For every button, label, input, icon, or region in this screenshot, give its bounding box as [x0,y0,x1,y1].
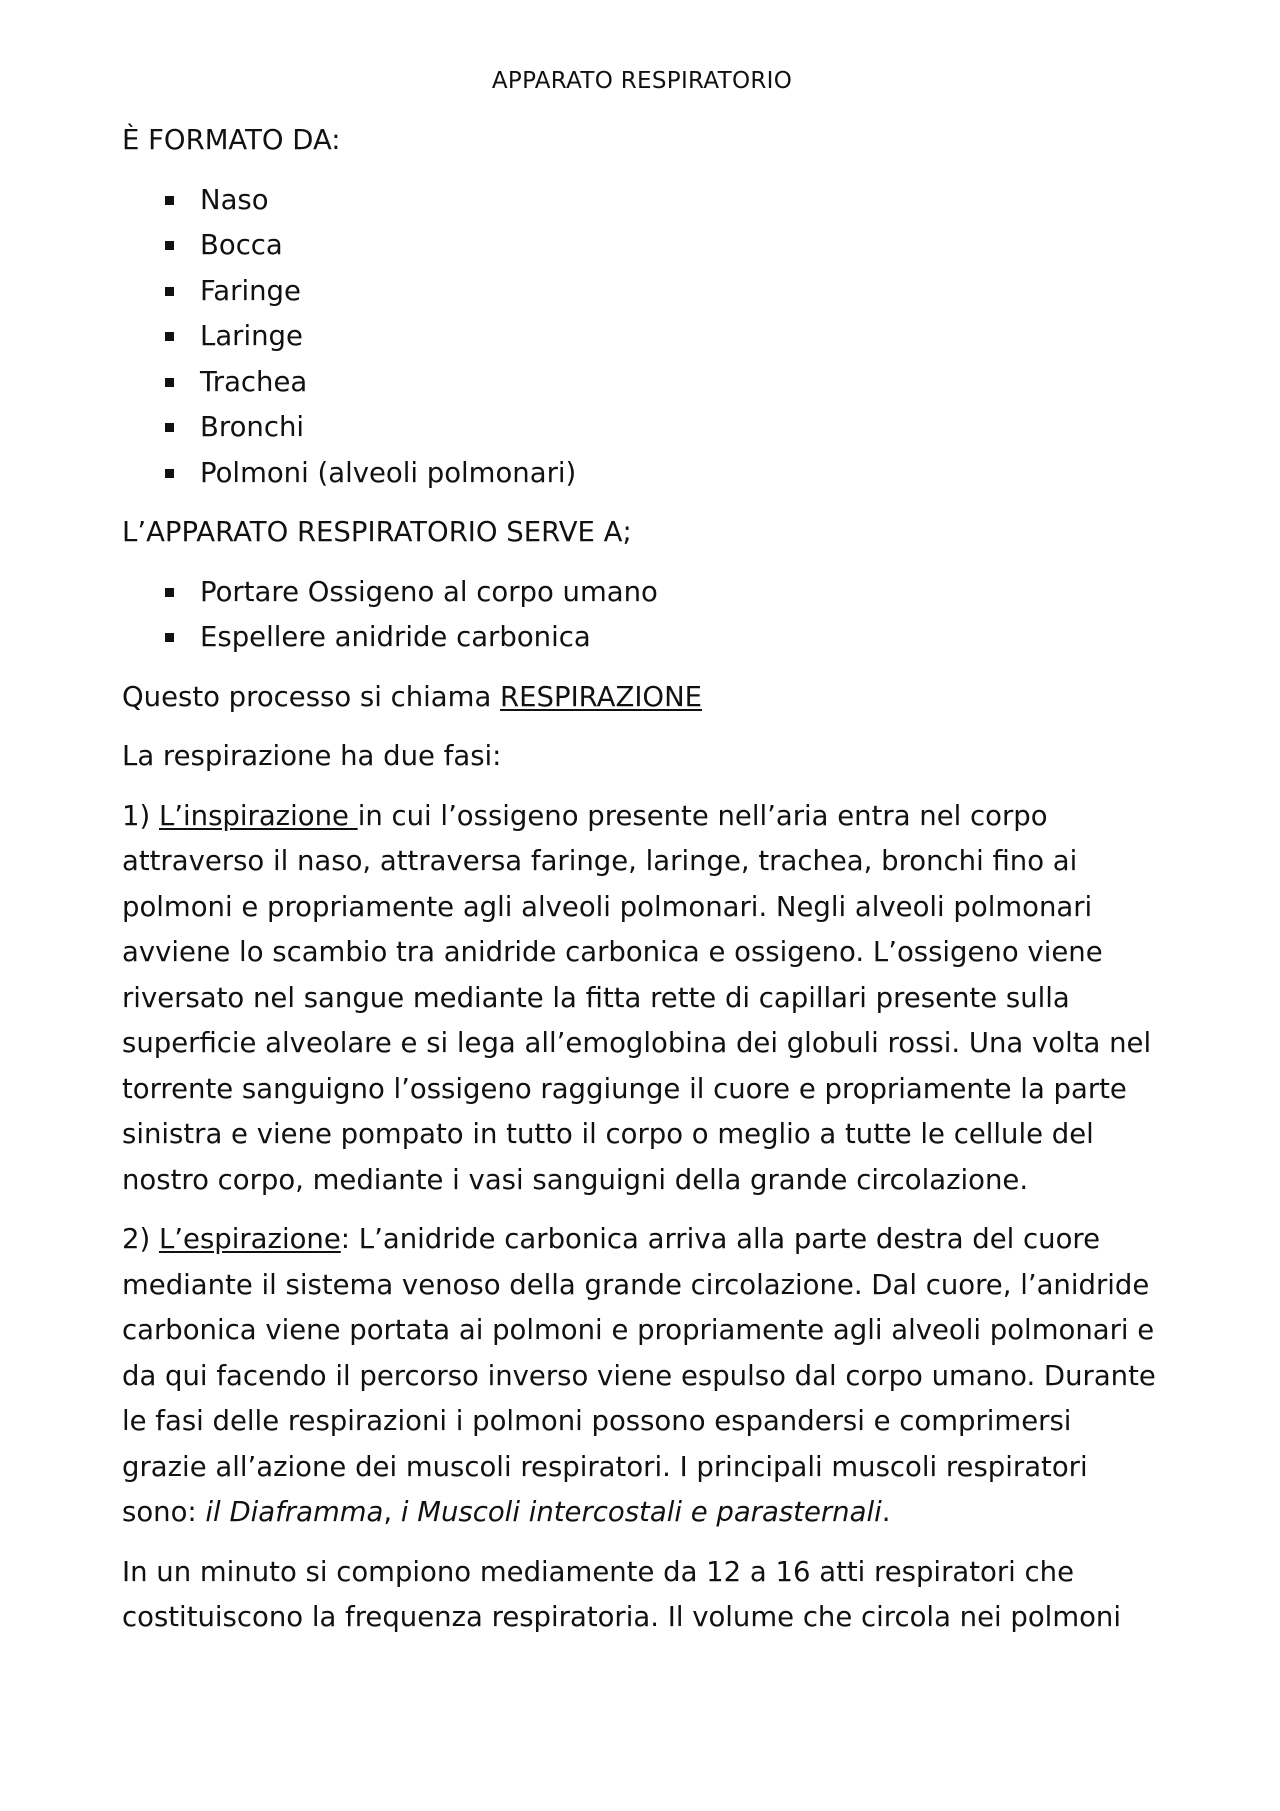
square-bullet-icon [165,423,174,432]
composition-heading: È FORMATO DA: [122,124,341,156]
list-item: Naso [122,178,1162,224]
document-title: APPARATO RESPIRATORIO [491,68,793,94]
list-item: Bocca [122,223,1162,269]
frequency-paragraph: In un minuto si compiono mediamente da 12 a 16 atti respiratori che costituiscono la frequenza respiratoria. Il volume che circola nei polmoni [122,1555,1121,1633]
list-item: Trachea [122,360,1162,406]
list-item: Bronchi [122,405,1162,451]
square-bullet-icon [165,633,174,642]
list-item: Portare Ossigeno al corpo umano [122,570,1162,616]
expiration-term: L’espirazione [158,1223,341,1255]
square-bullet-icon [165,378,174,387]
inspiration-term: L’inspirazione [158,799,358,832]
square-bullet-icon [165,241,174,250]
square-bullet-icon [165,469,174,478]
process-term: RESPIRAZIONE [500,680,703,713]
list-item: Polmoni (alveoli polmonari) [122,451,1162,497]
square-bullet-icon [165,196,174,205]
phases-intro: La respirazione ha due fasi: [122,740,502,772]
square-bullet-icon [165,588,174,597]
purpose-list [122,570,1162,661]
purpose-heading: L’APPARATO RESPIRATORIO SERVE A; [122,516,632,548]
list-item: Laringe [122,314,1162,360]
square-bullet-icon [165,332,174,341]
composition-list [122,178,1162,497]
process-paragraph: Questo processo si chiama RESPIRAZIONE [122,680,703,713]
diaphragm-term: il Diaframma [205,1496,384,1528]
phase2-paragraph: 2) L’espirazione: L’anidride carbonica arriva alla parte destra del cuore mediante il sistema venoso della grande circolazione. Dal cuore, l’anidride carbonica viene portata ai polmoni e propriamente agli alveoli polmonari e da qui facendo il percorso inverso viene espulso dal corpo umano. Durante le fasi delle respirazioni i polmoni possono espandersi e comprimersi grazie all’azione dei muscoli respiratori. I principali muscoli respiratori sono: il Diaframma, i Muscoli intercostali e parasternali. [122,1223,1156,1528]
document-content [122,60,1162,1655]
list-item: Faringe [122,269,1162,315]
list-item: Espellere anidride carbonica [122,615,1162,661]
phase1-paragraph: 1) L’inspirazione in cui l’ossigeno presente nell’aria entra nel corpo attraverso il naso, attraversa faringe, laringe, trachea, bronchi fino ai polmoni e propriamente agli alveoli polmonari. Negli alveoli polmonari avviene lo scambio tra anidride carbonica e ossigeno. L’ossigeno viene riversato nel sangue mediante la fitta rette di capillari presente sulla superficie alveolare e si lega all’emoglobina dei globuli rossi. Una volta nel torrente sanguigno l’ossigeno raggiunge il cuore e propriamente la parte sinistra e viene pompato in tutto il corpo o meglio a tutte le cellule del nostro corpo, mediante i vasi sanguigni della grande circolazione. [122,799,1152,1196]
intercostal-term: i Muscoli intercostali e parasternali [400,1496,882,1528]
square-bullet-icon [165,287,174,296]
